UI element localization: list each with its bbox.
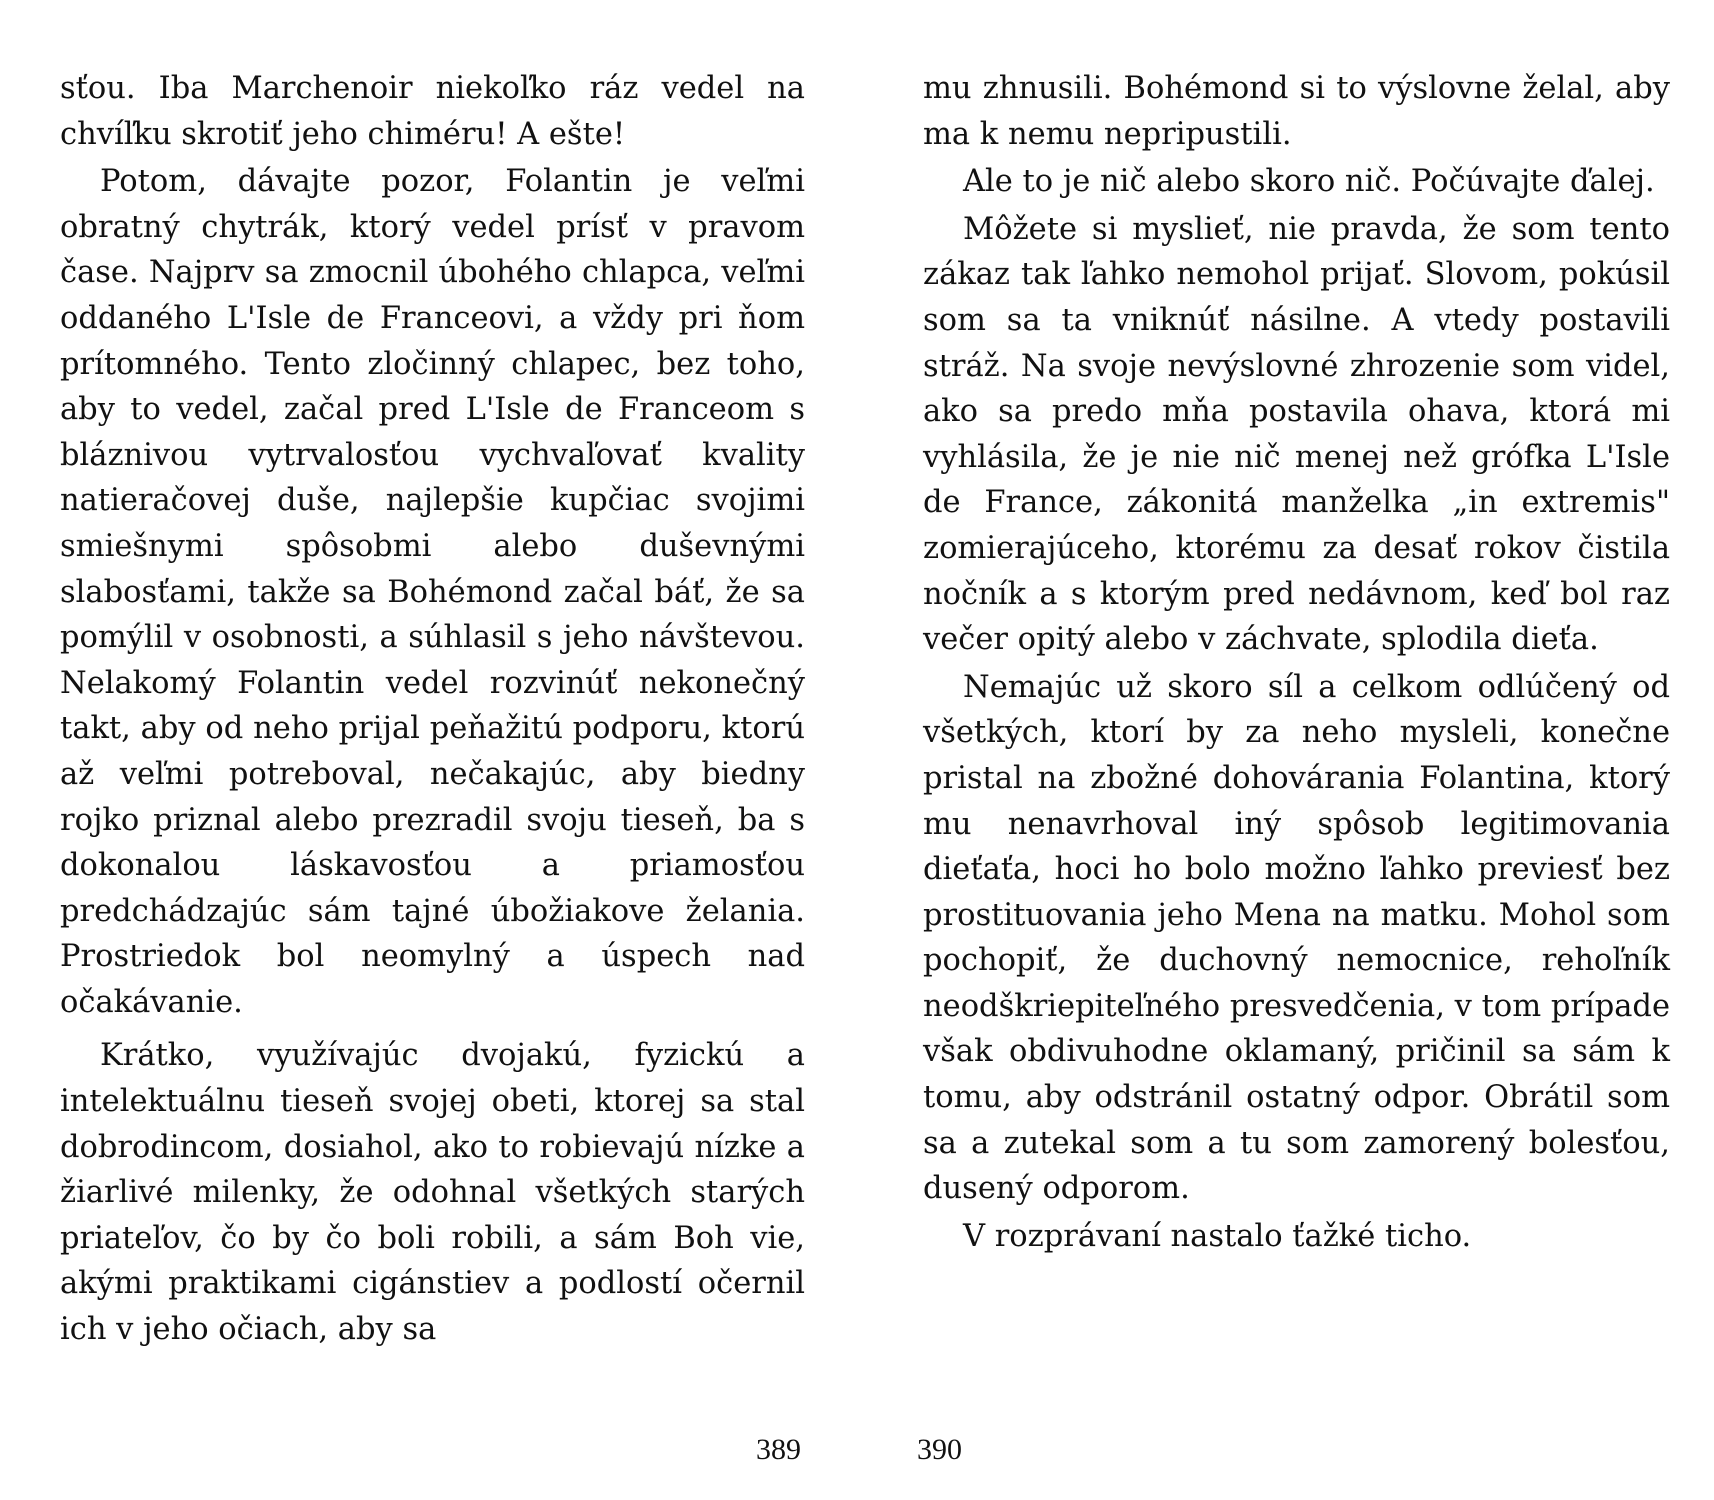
paragraph: sťou. Iba Marchenoir niekoľko ráz vedel na chvíľku skrotiť jeho chiméru! A ešte!: [60, 71, 805, 152]
right-page: [857, 0, 1714, 1500]
paragraph: Potom, dávajte pozor, Folantin je veľmi obratný chytrák, ktorý vedel prísť v pravom čase. Najprv sa zmocnil úbohého chlapca, veľmi oddaného L'Isle de Franceovi, a vždy pri ňom prítomného. Tento zločinný chlapec, bez toho, aby to vedel, začal pred L'Isle de Franceom s bláznivou vytrvalosťou vychvaľovať kvality natieračovej duše, najlepšie kupčiac svojimi smiešnymi spôsobmi alebo duševnými slabosťami, takže sa Bohémond začal báť, že sa pomýlil v osobnosti, a súhlasil s jeho návštevou. Nelakomý Folantin vedel rozvinúť nekonečný takt, aby od neho prijal peňažitú podporu, ktorú až veľmi potreboval, nečakajúc, aby biedny rojko priznal alebo prezradil svoju tieseň, ba s dokonalou láskavosťou a priamosťou predchádzajúc sám tajné úbožiakove želania. Prostriedok bol neomylný a úspech nad očakávanie.: [60, 164, 805, 1020]
page-number: 389: [756, 1433, 801, 1466]
paragraph: Krátko, využívajúc dvojakú, fyzickú a intelektuálnu tieseň svojej obeti, ktorej sa stal dobrodincom, dosiahol, ako to robievajú nízke a žiarlivé milenky, že odohnal všetkých starých priateľov, čo by čo boli robili, a sám Boh vie, akými praktikami cigánstiev a podlostí očernil ich v jeho očiach, aby sa: [60, 1038, 805, 1348]
paragraph: V rozprávaní nastalo ťažké ticho.: [963, 1218, 1472, 1254]
paragraph: Ale to je nič alebo skoro nič. Počúvajte ďalej.: [963, 164, 1655, 200]
paragraph: Nemajúc už skoro síl a celkom odlúčený od všetkých, ktorí by za neho mysleli, konečne pristal na zbožné dohovárania Folantina, ktorý mu nenavrhoval iný spôsob legitimovania dieťaťa, hoci ho bolo možno ľahko previesť bez prostituovania jeho Mena na matku. Mohol som pochopiť, že duchovný nemocnice, rehoľník neodškriepiteľného presvedčenia, v tom prípade však obdivuhodne oklamaný, pričinil sa sám k tomu, aby odstránil ostatný odpor. Obrátil som sa a zutekal som a tu som zamorený bolesťou, dusený odporom.: [923, 669, 1670, 1207]
right-page-text: [923, 66, 1670, 1261]
page-number: 390: [917, 1433, 962, 1466]
paragraph: mu zhnusili. Bohémond si to výslovne želal, aby ma k nemu nepripustili.: [923, 71, 1670, 152]
left-page-text: [60, 66, 805, 1355]
paragraph: Môžete si myslieť, nie pravda, že som tento zákaz tak ľahko nemohol prijať. Slovom, pokúsil som sa ta vniknúť násilne. A vtedy postavili stráž. Na svoje nevýslovné zhrozenie som videl, ako sa predo mňa postavila ohava, ktorá mi vyhlásila, že je nie nič menej než grófka L'Isle de France, zákonitá manželka „in extremis" zomierajúceho, ktorému za desať rokov čistila nočník a s ktorým pred nedávnom, keď bol raz večer opitý alebo v záchvate, splodila dieťa.: [923, 211, 1670, 658]
